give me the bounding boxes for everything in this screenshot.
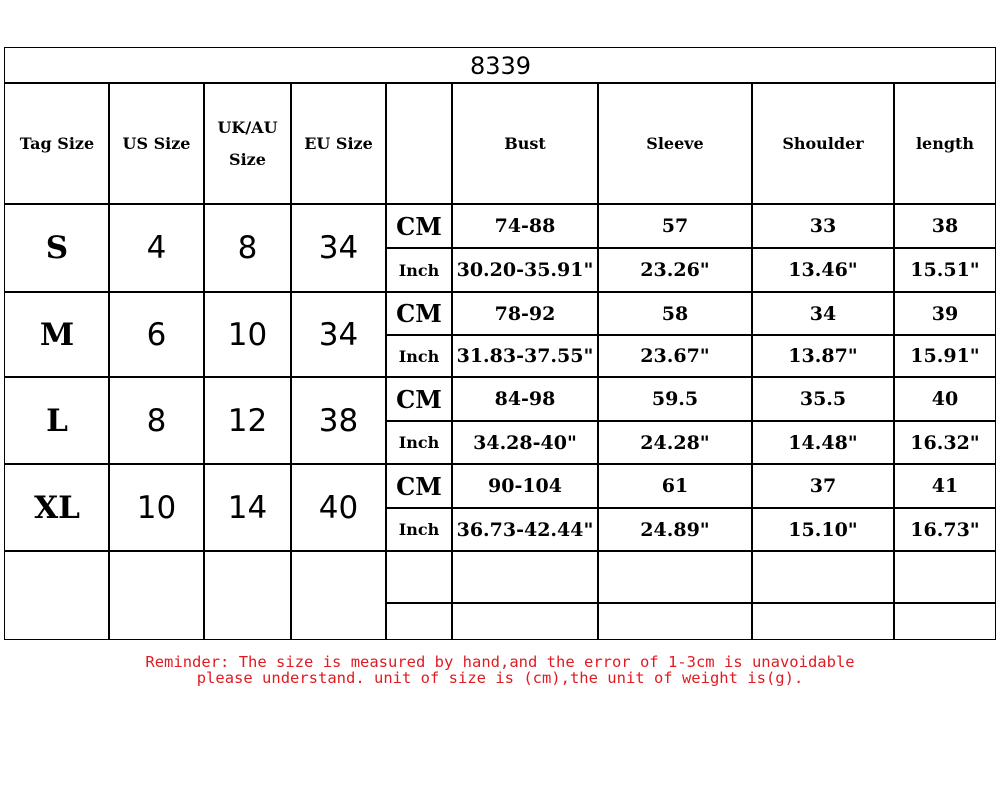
grid-hline xyxy=(386,602,996,604)
us-size-cell: 8 xyxy=(146,402,167,439)
unit-inch-label: Inch xyxy=(398,346,440,366)
length-inch-cell: 16.73" xyxy=(910,518,980,541)
sleeve-inch-cell: 24.28" xyxy=(640,431,710,454)
shoulder-inch-cell: 13.87" xyxy=(788,345,858,367)
header-shoulder: Shoulder xyxy=(782,133,864,153)
uk-au-size-cell: 14 xyxy=(227,489,268,526)
tag-size-cell: S xyxy=(45,230,69,266)
unit-cm-label: CM xyxy=(396,471,442,501)
header-length: length xyxy=(915,133,975,153)
us-size-cell: 6 xyxy=(146,316,167,353)
bust-inch-cell: 30.20-35.91" xyxy=(456,259,594,281)
length-cm-cell: 41 xyxy=(931,475,959,497)
header-sleeve: Sleeve xyxy=(646,133,704,153)
unit-inch-label: Inch xyxy=(398,520,440,539)
shoulder-cm-cell: 34 xyxy=(809,302,837,325)
shoulder-cm-cell: 33 xyxy=(809,215,837,237)
eu-size-cell: 34 xyxy=(318,316,359,353)
header-bust: Bust xyxy=(504,133,546,153)
uk-au-size-cell: 12 xyxy=(227,402,268,439)
eu-size-cell: 34 xyxy=(318,230,359,266)
bust-cm-cell: 90-104 xyxy=(488,475,562,497)
unit-cm-label: CM xyxy=(396,211,442,241)
unit-inch-label: Inch xyxy=(398,433,440,452)
sleeve-cm-cell: 57 xyxy=(661,215,689,237)
us-size-cell: 10 xyxy=(136,489,177,526)
us-size-cell: 4 xyxy=(146,230,167,266)
sleeve-cm-cell: 59.5 xyxy=(651,388,699,410)
length-inch-cell: 15.51" xyxy=(910,259,980,281)
shoulder-inch-cell: 15.10" xyxy=(788,518,858,541)
unit-cm-label: CM xyxy=(396,384,442,414)
header-uk-au-size xyxy=(204,83,291,204)
tag-size-cell: XL xyxy=(34,489,80,526)
sleeve-cm-cell: 58 xyxy=(661,302,689,325)
reminder-line-1: Reminder: The size is measured by hand,and the error of 1-3cm is unavoidable xyxy=(145,653,855,671)
tag-size-cell: L xyxy=(46,402,68,439)
length-cm-cell: 38 xyxy=(931,215,959,237)
reminder-line-2: please understand. unit of size is (cm),the unit of weight is(g). xyxy=(196,669,804,687)
length-inch-cell: 15.91" xyxy=(910,345,980,367)
bust-cm-cell: 74-88 xyxy=(494,215,556,237)
unit-inch-label: Inch xyxy=(398,260,440,280)
tag-size-cell: M xyxy=(39,316,75,353)
length-inch-cell: 16.32" xyxy=(910,431,980,454)
size-reminder-note xyxy=(0,654,1000,686)
header-uk-au-line2: Size xyxy=(229,149,266,169)
bust-cm-cell: 84-98 xyxy=(494,388,556,410)
bust-inch-cell: 36.73-42.44" xyxy=(456,518,594,541)
shoulder-inch-cell: 13.46" xyxy=(788,259,858,281)
bust-inch-cell: 31.83-37.55" xyxy=(456,345,594,367)
sleeve-cm-cell: 61 xyxy=(661,475,689,497)
header-us-size: US Size xyxy=(122,133,191,153)
header-uk-au-line1: UK/AU xyxy=(217,117,278,137)
uk-au-size-cell: 10 xyxy=(227,316,268,353)
sleeve-inch-cell: 24.89" xyxy=(640,518,710,541)
header-tag-size: Tag Size xyxy=(19,133,95,153)
eu-size-cell: 40 xyxy=(318,489,359,526)
header-eu-size: EU Size xyxy=(304,133,373,153)
shoulder-inch-cell: 14.48" xyxy=(788,431,858,454)
product-code-title: 8339 xyxy=(469,51,532,80)
uk-au-size-cell: 8 xyxy=(237,230,258,266)
sleeve-inch-cell: 23.26" xyxy=(640,259,710,281)
length-cm-cell: 40 xyxy=(931,388,959,410)
length-cm-cell: 39 xyxy=(931,302,959,325)
shoulder-cm-cell: 37 xyxy=(809,475,837,497)
bust-inch-cell: 34.28-40" xyxy=(473,431,577,454)
bust-cm-cell: 78-92 xyxy=(494,302,556,325)
header-unit xyxy=(386,83,452,204)
sleeve-inch-cell: 23.67" xyxy=(640,345,710,367)
size-chart-table xyxy=(4,47,996,640)
shoulder-cm-cell: 35.5 xyxy=(799,388,847,410)
eu-size-cell: 38 xyxy=(318,402,359,439)
unit-cm-label: CM xyxy=(396,299,442,328)
